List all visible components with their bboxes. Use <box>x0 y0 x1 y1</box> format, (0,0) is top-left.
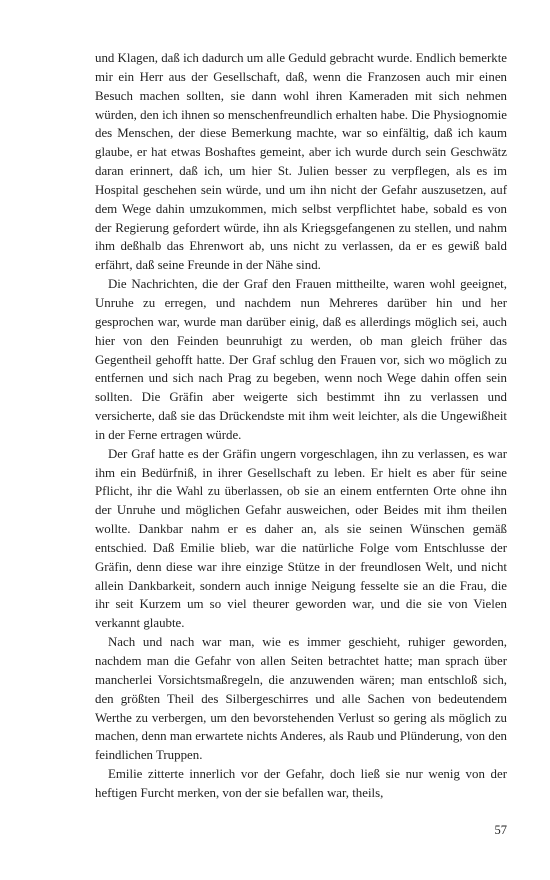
paragraph-5: Emilie zitterte innerlich vor der Gefahr, doch ließ sie nur wenig von der heftigen Furcht merken, von der sie befallen war, theils, <box>95 767 507 800</box>
paragraph-4: Nach und nach war man, wie es immer geschieht, ruhiger geworden, nachdem man die Gefahr von allen Seiten betrachtet hatte; man sprach über mancherlei Vorsichtsmaßregeln, die anzuwenden wären; man entschloß sich, den größten Theil des Silbergeschirres und alle Sachen von bedeutendem Werthe zu verbergen, um den bevorstehenden Verlust so gering als möglich zu machen, denn man erwartete nichts Anderes, als Raub und Plünderung, von den feindlichen Truppen. <box>95 635 507 763</box>
paragraph-3: Der Graf hatte es der Gräfin ungern vorgeschlagen, ihn zu verlassen, es war ihm ein Bedürfniß, in ihrer Gesellschaft zu leben. Er hielt es aber für seine Pflicht, ihr die Wahl zu überlassen, ob sie an einem entfernten Orte ohne ihn der Unruhe und möglichen Gefahr ausweichen, oder Beides mit ihm theilen wollte. Dankbar nahm er es daher an, als sie seinen Wünschen gemäß entschied. Daß Emilie blieb, war die natürliche Folge vom Entschlusse der Gräfin, denn diese war ihre einzige Stütze in der freundlosen Welt, und nicht allein Dankbarkeit, sondern auch innige Neigung fesselte sie an die Frau, die ihr seit Kurzem um so viel theurer geworden war, und die sie von Vielen verkannt glaubte. <box>95 446 507 631</box>
page-number: 57 <box>494 823 507 837</box>
body-text <box>95 49 507 803</box>
paragraph-2: Die Nachrichten, die der Graf den Frauen mittheilte, waren wohl geeignet, Unruhe zu erregen, und nachdem nun Mehreres darüber hin und her gesprochen war, wurde man darüber einig, daß es allerdings möglich sei, auch hier von den Feinden beunruhigt zu werden, ob man gleich früher das Gegentheil gehofft hatte. Der Graf schlug den Frauen vor, sich wo möglich zu entfernen und sich nach Prag zu begeben, wenn noch Wege dahin offen sein sollten. Die Gräfin aber weigerte sich bestimmt ihn zu verlassen und versicherte, daß sie das Drückendste mit ihm weit leichter, als die Ungewißheit in der Ferne ertragen würde. <box>95 277 507 442</box>
paragraph-1: und Klagen, daß ich dadurch um alle Geduld gebracht wurde. Endlich bemerkte mir ein Herr aus der Gesellschaft, daß, wenn die Franzosen auch mir einen Besuch machen sollten, sie dann wohl ihren Kameraden mit sich nehmen würden, den ich ihnen so menschenfreundlich erhalten habe. Die Physiognomie des Menschen, der diese Bemerkung machte, war so einfältig, daß ich kaum glaube, er hat etwas Boshaftes gemeint, aber ich wurde durch sein Geschwätz daran erinnert, daß ich, um hier St. Julien besser zu verpflegen, als es im Hospital geschehen sein würde, und um ihn nicht der Gefahr auszusetzen, auf dem Wege dahin umzukommen, mich selbst verpflichtet habe, sobald es von der Regierung gefordert würde, ihn als Kriegsgefangenen zu stellen, und nahm ihm deßhalb das Ehrenwort ab, uns nicht zu verlassen, da er es gewiß bald erfährt, daß seine Freunde in der Nähe sind. <box>95 51 507 273</box>
